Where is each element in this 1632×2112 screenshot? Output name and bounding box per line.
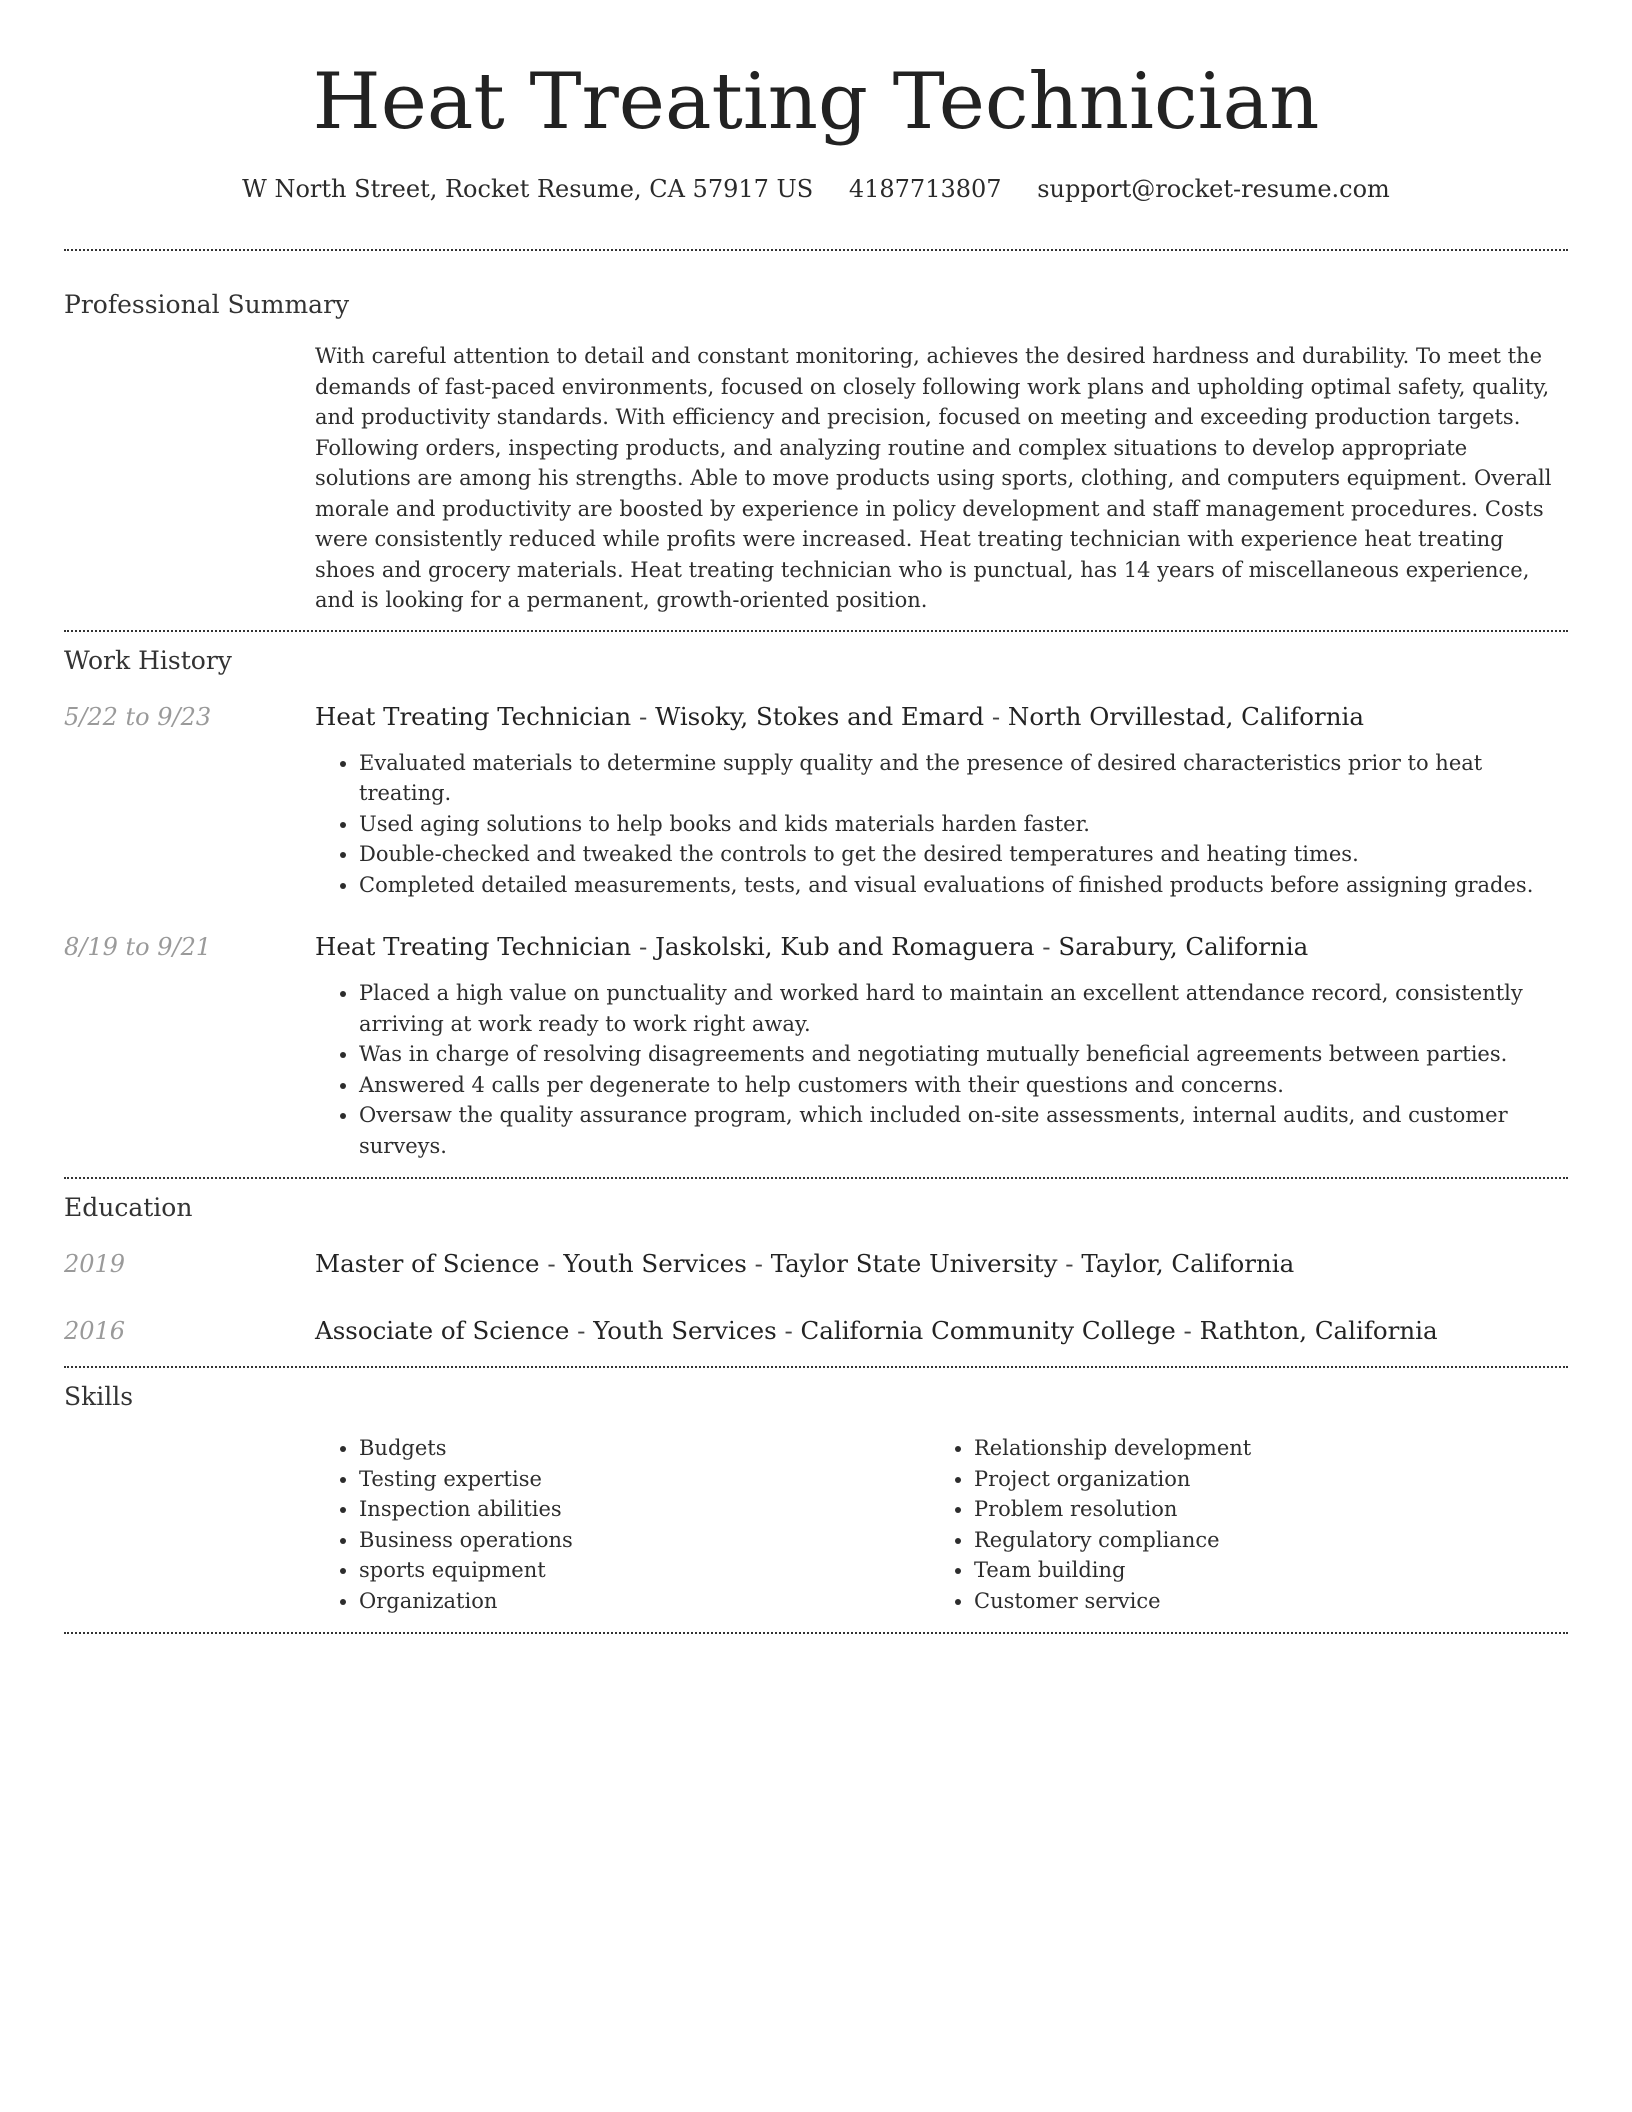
heading-separator: - bbox=[631, 932, 656, 961]
heading-separator: - bbox=[631, 701, 656, 731]
skill-item: • Inspection abilities bbox=[359, 1494, 930, 1525]
section-title-skills: Skills bbox=[64, 1382, 134, 1411]
job-entry bbox=[64, 930, 1568, 1161]
heading-separator: - bbox=[776, 1316, 801, 1345]
education-location: Rathton, California bbox=[1199, 1316, 1438, 1345]
skill-item: • Relationship development bbox=[974, 1433, 1545, 1464]
skill-item: • Regulatory compliance bbox=[974, 1525, 1545, 1556]
education-entry bbox=[64, 1247, 1568, 1281]
education-degree: Master of Science bbox=[315, 1249, 540, 1278]
education-school: California Community College bbox=[800, 1316, 1176, 1345]
job-entry bbox=[64, 700, 1568, 901]
job-company: Jaskolski, Kub and Romaguera bbox=[655, 932, 1035, 961]
job-location: North Orvillestad, California bbox=[1007, 701, 1364, 731]
skill-item: • Customer service bbox=[974, 1586, 1545, 1617]
divider bbox=[64, 630, 1568, 632]
heading-separator: - bbox=[1175, 1316, 1200, 1345]
job-bullet: • Used aging solutions to help books and kids materials harden faster. bbox=[359, 809, 1568, 840]
divider bbox=[64, 249, 1568, 251]
contact-phone: 4187713807 bbox=[848, 175, 1002, 203]
skill-item: • Problem resolution bbox=[974, 1494, 1545, 1525]
job-dates: 8/19 to 9/21 bbox=[64, 933, 212, 961]
job-role: Heat Treating Technician bbox=[315, 701, 632, 731]
skill-item: • Organization bbox=[359, 1586, 930, 1617]
education-heading bbox=[315, 1247, 1568, 1281]
skill-item: • sports equipment bbox=[359, 1555, 930, 1586]
job-dates: 5/22 to 9/23 bbox=[64, 702, 212, 731]
job-bullet: • Was in charge of resolving disagreements and negotiating mutually beneficial agreements between parties. bbox=[359, 1039, 1568, 1070]
education-year: 2016 bbox=[64, 1317, 126, 1345]
summary-section bbox=[64, 288, 1568, 616]
education-section bbox=[64, 1191, 1568, 1348]
job-bullet: • Double-checked and tweaked the controls to get the desired temperatures and heating times. bbox=[359, 839, 1568, 870]
job-bullet: • Oversaw the quality assurance program, which included on-site assessments, internal audits, and customer surveys. bbox=[359, 1100, 1568, 1161]
skills-section bbox=[64, 1380, 1568, 1616]
section-title-work-history: Work History bbox=[64, 645, 232, 675]
skill-item: • Project organization bbox=[974, 1464, 1545, 1495]
heading-separator: - bbox=[539, 1249, 564, 1278]
contact-line bbox=[64, 172, 1568, 206]
job-heading bbox=[315, 930, 1568, 964]
heading-separator: - bbox=[569, 1316, 594, 1345]
education-degree: Associate of Science bbox=[315, 1316, 570, 1345]
skills-column-right bbox=[930, 1433, 1545, 1616]
heading-separator: - bbox=[1034, 932, 1059, 961]
divider bbox=[64, 1366, 1568, 1368]
summary-spacer bbox=[64, 341, 315, 616]
education-school: Taylor State University bbox=[770, 1249, 1058, 1278]
education-field: Youth Services bbox=[563, 1249, 747, 1278]
job-role: Heat Treating Technician bbox=[315, 932, 632, 961]
contact-address: W North Street, Rocket Resume, CA 57917 US bbox=[242, 175, 814, 203]
skill-item: • Testing expertise bbox=[359, 1464, 930, 1495]
job-bullet: • Completed detailed measurements, tests, and visual evaluations of finished products before assigning grades. bbox=[359, 870, 1568, 901]
skills-list bbox=[315, 1433, 1545, 1616]
heading-separator: - bbox=[1057, 1249, 1082, 1278]
section-title-summary: Professional Summary bbox=[64, 290, 350, 319]
section-title-education: Education bbox=[64, 1193, 193, 1222]
job-location: Sarabury, California bbox=[1058, 932, 1309, 961]
heading-separator: - bbox=[984, 701, 1008, 731]
education-heading bbox=[315, 1314, 1568, 1348]
job-bullets bbox=[315, 978, 1568, 1161]
resume-name: Heat Treating Technician bbox=[312, 57, 1320, 147]
work-history-section bbox=[64, 644, 1568, 1162]
education-entry bbox=[64, 1314, 1568, 1348]
divider bbox=[64, 1632, 1568, 1634]
divider bbox=[64, 1177, 1568, 1179]
education-field: Youth Services bbox=[593, 1316, 777, 1345]
job-bullets bbox=[315, 748, 1568, 901]
job-bullet: • Placed a high value on punctuality and worked hard to maintain an excellent attendance record, consistently arriving at work ready to work right away. bbox=[359, 978, 1568, 1039]
contact-email[interactable]: support@rocket-resume.com bbox=[1037, 175, 1390, 203]
resume-page bbox=[64, 0, 1568, 1634]
job-heading bbox=[315, 700, 1568, 734]
skill-item: • Team building bbox=[974, 1555, 1545, 1586]
skill-item: • Budgets bbox=[359, 1433, 930, 1464]
education-location: Taylor, California bbox=[1081, 1249, 1295, 1278]
education-year: 2019 bbox=[64, 1250, 126, 1278]
job-bullet: • Evaluated materials to determine supply quality and the presence of desired characteristics prior to heat treating. bbox=[359, 748, 1568, 809]
skills-spacer bbox=[64, 1433, 315, 1616]
heading-separator: - bbox=[746, 1249, 771, 1278]
summary-text: With careful attention to detail and constant monitoring, achieves the desired hardness and durability. To meet the demands of fast-paced environments, focused on closely following work plans and upholding optimal safety, quality, and productivity standards. With efficiency and precision, focused on meeting and exceeding production targets. Following orders, inspecting products, and analyzing routine and complex situations to develop appropriate solutions are among his strengths. Able to move products using sports, clothing, and computers equipment. Overall morale and productivity are boosted by experience in policy development and staff management procedures. Costs were consistently reduced while profits were increased. Heat treating technician with experience heat treating shoes and grocery materials. Heat treating technician who is punctual, has 14 years of miscellaneous experience, and is looking for a permanent, growth-oriented position. bbox=[315, 344, 1552, 612]
skill-item: • Business operations bbox=[359, 1525, 930, 1556]
job-bullet: • Answered 4 calls per degenerate to help customers with their questions and concerns. bbox=[359, 1070, 1568, 1101]
skills-column-left bbox=[315, 1433, 930, 1616]
job-company: Wisoky, Stokes and Emard bbox=[655, 701, 985, 731]
